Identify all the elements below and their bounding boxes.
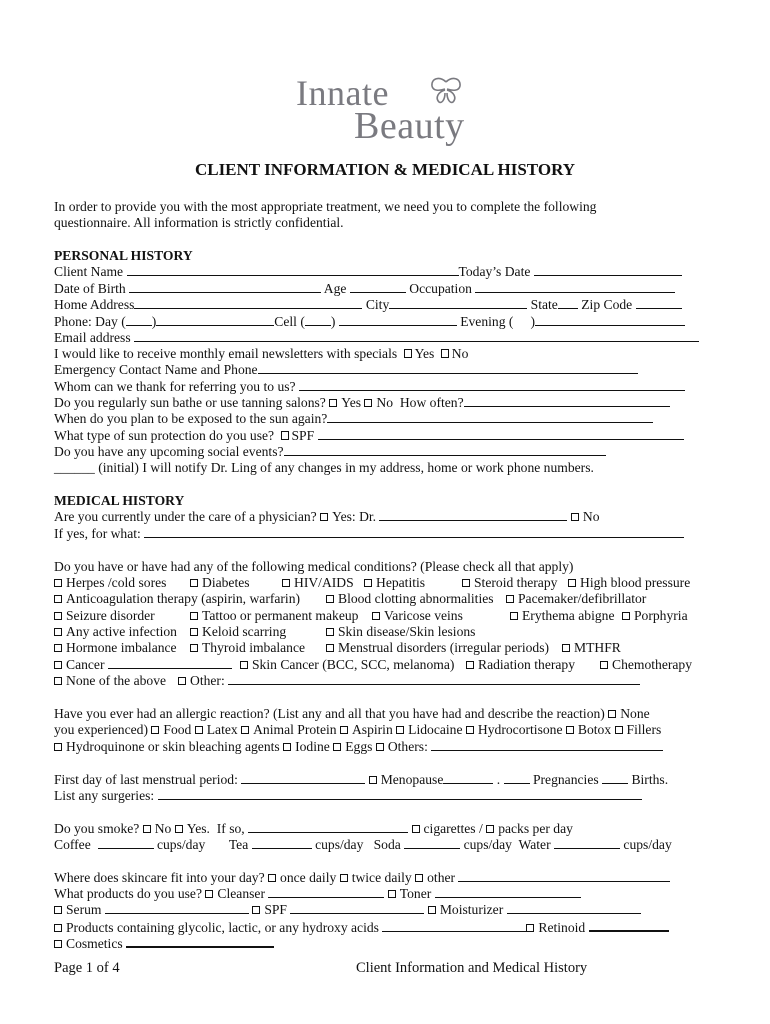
surgeries-field[interactable] [158,788,642,800]
home-address-field[interactable] [134,297,362,309]
condition-hepatitis[interactable]: Hepatitis [364,575,425,591]
zip-field[interactable] [636,297,682,309]
acids-field[interactable] [382,920,526,932]
phone-day-field[interactable] [156,314,274,326]
phone-day-label: Phone: Day ( [54,314,126,329]
newsletter-yes-label: Yes [414,346,435,361]
pregnancies-field[interactable] [504,772,530,784]
packs-label: packs per day [498,821,573,836]
initial-text: (initial) I will notify Dr. Ling of any changes in my address, home or work phone numbers. [98,460,594,475]
water-field[interactable] [554,837,620,849]
condition-pacemaker[interactable]: Pacemaker/defibrillator [506,591,646,607]
condition-thyroid[interactable]: Thyroid imbalance [190,640,305,656]
page-title: CLIENT INFORMATION & MEDICAL HISTORY [194,160,576,179]
checkbox[interactable] [190,612,198,620]
checkbox[interactable] [326,595,334,603]
emergency-label: Emergency Contact Name and Phone [54,362,258,377]
physician-yes-label: Yes: Dr. [332,509,377,524]
innate-beauty-logo [296,72,486,147]
toner-field[interactable] [435,886,581,898]
smoke-question: Do you smoke? [54,821,140,836]
smoke-no-label: No [154,821,172,836]
allergy-food-label: Food [163,722,192,737]
checkbox[interactable] [568,579,576,587]
checkbox[interactable] [462,579,470,587]
state-label: State [530,297,558,312]
spf-product-field[interactable] [290,902,424,914]
condition-porphyria[interactable]: Porphyria [622,608,688,624]
email-field[interactable] [134,330,699,342]
allergy-hydroquinone-label: Hydroquinone or skin bleaching agents [66,739,280,754]
water-label: Water [518,837,551,852]
allergy-hydrocortisone-checkbox[interactable] [466,726,474,734]
sun-when-field[interactable] [327,411,653,423]
acids-checkbox[interactable] [54,924,62,932]
allergy-hydrocortisone-label: Hydrocortisone [477,722,563,737]
checkbox[interactable] [54,612,62,620]
allergy-latex-label: Latex [206,722,238,737]
social-field[interactable] [284,444,606,456]
initial-field[interactable]: ______ [54,460,95,475]
condition-high-bp[interactable]: High blood pressure [568,575,690,591]
skincare-row [54,870,670,886]
smoke-yes-label: Yes. [186,821,210,836]
serum-checkbox[interactable] [54,906,62,914]
referral-row [54,379,685,395]
medical-history-heading: MEDICAL HISTORY [54,493,185,508]
cosmetics-checkbox[interactable] [54,940,62,948]
cleanser-label: Cleanser [217,886,265,901]
allergy-others-field[interactable] [431,739,663,751]
sun-yes-label: Yes [341,395,362,410]
allergy-latex-checkbox[interactable] [195,726,203,734]
moisturizer-checkbox[interactable] [428,906,436,914]
dob-row [54,281,675,297]
zip-label: Zip Code [581,297,633,312]
cleanser-field[interactable] [268,886,384,898]
phone-day-area-field[interactable] [126,314,152,326]
water-unit: cups/day [623,837,672,852]
spf-product-label: SPF [264,902,287,917]
condition-hormone[interactable]: Hormone imbalance [54,640,177,656]
births-label: Births. [631,772,669,787]
skincare-question: Where does skincare fit into your day? [54,870,265,885]
physician-row [54,509,600,525]
allergy-aspirin-label: Aspirin [351,722,393,737]
condition-erythema[interactable]: Erythema abigne [510,608,614,624]
allergy-none-checkbox[interactable] [608,710,616,718]
condition-diabetes[interactable]: Diabetes [190,575,250,591]
condition-keloid[interactable]: Keloid scarring [190,624,286,640]
menopause-label: Menopause [380,772,444,787]
allergy-botox-label: Botox [577,722,612,737]
condition-herpes[interactable]: Herpes /cold sores [54,575,166,591]
cell-label: Cell ( [274,314,305,329]
allergy-lidocaine-checkbox[interactable] [396,726,404,734]
condition-infection[interactable]: Any active infection [54,624,177,640]
physician-name-field[interactable] [379,509,567,521]
spf-checkbox[interactable] [281,431,289,440]
checkbox[interactable] [326,644,334,652]
smoke-row [54,821,573,837]
menopause-field[interactable] [443,772,493,784]
smoke-no-checkbox[interactable] [143,825,151,833]
client-name-field[interactable] [127,264,459,276]
allergy-eggs-label: Eggs [345,739,373,754]
phone-day-close: ) [151,314,157,329]
toner-label: Toner [399,886,432,901]
checkbox[interactable] [54,628,62,636]
allergy-none-label: None [620,706,650,721]
allergy-others-label: Others: [387,739,428,754]
condition-cancer[interactable]: Cancer [54,657,232,673]
sun-row [54,395,670,411]
emergency-field[interactable] [258,362,638,374]
serum-row [54,902,641,918]
smoke-amount-field[interactable] [248,821,408,833]
referral-field[interactable] [299,379,685,391]
other-skincare-checkbox[interactable] [415,874,423,882]
checkbox[interactable] [600,661,608,669]
condition-skin-cancer[interactable]: Skin Cancer (BCC, SCC, melanoma) [240,657,454,673]
checkbox[interactable] [190,628,198,636]
cancer-field[interactable] [108,657,232,669]
condition-tattoo[interactable]: Tattoo or permanent makeup [190,608,358,624]
cell-area-field[interactable] [305,314,331,326]
allergy-row-2 [54,722,661,738]
logo-word-innate: Innate [296,73,389,113]
surgeries-label: List any surgeries: [54,788,155,803]
newsletter-yes-checkbox[interactable] [404,349,412,358]
dob-label: Date of Birth [54,281,126,296]
page-number: Page 1 of 4 [54,960,120,976]
client-name-row [54,264,682,280]
cosmetics-row [54,935,274,952]
acids-label: Products containing glycolic, lactic, or any hydroxy acids [66,920,379,935]
social-label: Do you have any upcoming social events? [54,444,284,459]
address-row [54,297,682,313]
checkbox[interactable] [282,579,290,587]
checkbox[interactable] [372,612,380,620]
footer-document-title: Client Information and Medical History [356,960,588,976]
smoke-yes-checkbox[interactable] [175,825,183,833]
coffee-unit: cups/day [156,837,206,852]
menopause-checkbox[interactable] [369,776,377,784]
emergency-row [54,362,638,378]
checkbox[interactable] [190,644,198,652]
phone-row [54,314,685,330]
social-row [54,444,606,460]
checkbox[interactable] [466,661,474,669]
tea-label: Tea [228,837,249,852]
allergy-eggs-checkbox[interactable] [333,743,341,751]
other-skincare-label: other [427,870,456,885]
spf-product-checkbox[interactable] [252,906,260,914]
other-skincare-field[interactable] [458,870,670,882]
once-daily-checkbox[interactable] [268,874,276,882]
checkbox[interactable] [190,579,198,587]
toner-checkbox[interactable] [388,890,396,898]
checkbox[interactable] [54,595,62,603]
cosmetics-label: Cosmetics [66,936,123,951]
condition-clotting[interactable]: Blood clotting abnormalities [326,591,494,607]
allergy-animal-label: Animal Protein [253,722,337,737]
intro-line-2: questionnaire. All information is strictly confidential. [54,215,344,230]
sun-no-checkbox[interactable] [364,399,372,407]
allergy-aspirin-checkbox[interactable] [340,726,348,734]
menstrual-field[interactable] [241,772,365,784]
how-often-field[interactable] [464,395,670,407]
sun-when-label: When do you plan to be exposed to the sun again? [54,411,328,426]
checkbox[interactable] [364,579,372,587]
condition-seizure[interactable]: Seizure disorder [54,608,155,624]
age-field[interactable] [350,281,406,293]
packs-checkbox[interactable] [486,825,494,833]
physician-no-checkbox[interactable] [571,513,579,521]
allergy-fillers-checkbox[interactable] [615,726,623,734]
surgeries-row [54,788,642,804]
dob-field[interactable] [129,281,321,293]
checkbox[interactable] [240,661,248,669]
cell-field[interactable] [339,314,457,326]
condition-steroid[interactable]: Steroid therapy [462,575,557,591]
allergy-row-3 [54,739,663,755]
if-so-label: If so, [216,821,245,836]
twice-daily-checkbox[interactable] [340,874,348,882]
newsletter-label: I would like to receive monthly email newsletters with specials [54,346,398,361]
spf-label: SPF [291,428,315,443]
city-label: City [365,297,390,312]
cosmetics-field[interactable] [126,935,274,948]
cleanser-checkbox[interactable] [205,890,213,898]
checkbox[interactable] [54,579,62,587]
retinoid-label: Retinoid [538,920,586,935]
products-row [54,886,581,902]
evening-label: Evening ( [460,314,514,329]
tea-field[interactable] [252,837,312,849]
newsletter-no-label: No [451,346,469,361]
pregnancies-label: Pregnancies [532,772,599,787]
email-row [54,330,699,346]
checkbox[interactable] [326,628,334,636]
allergy-others-checkbox[interactable] [376,743,384,751]
soda-label: Soda [373,837,401,852]
checkbox[interactable] [54,644,62,652]
condition-chemo[interactable]: Chemotherapy [600,657,692,673]
condition-none[interactable]: None of the above [54,673,166,689]
condition-anticoag[interactable]: Anticoagulation therapy (aspirin, warfarin) [54,591,300,607]
sun-question: Do you regularly sun bathe or use tanning salons? [54,395,326,410]
checkbox[interactable] [506,595,514,603]
coffee-label: Coffee [54,837,91,852]
if-yes-field[interactable] [144,526,684,538]
checkbox[interactable] [54,661,62,669]
condition-radiation[interactable]: Radiation therapy [466,657,575,673]
allergy-lidocaine-label: Lidocaine [408,722,463,737]
allergy-botox-checkbox[interactable] [566,726,574,734]
cell-close: ) [330,314,336,329]
physician-question: Are you currently under the care of a physician? [54,509,317,524]
how-often-label: How often? [399,395,464,410]
checkbox[interactable] [510,612,518,620]
checkbox[interactable] [54,677,62,685]
once-daily-label: once daily [280,870,337,885]
conditions-question: Do you have or have had any of the following medical conditions? (Please check all that apply) [54,559,574,574]
soda-unit: cups/day [463,837,512,852]
occupation-field[interactable] [475,281,675,293]
sun-protection-field[interactable] [318,428,684,440]
condition-varicose[interactable]: Varicose veins [372,608,463,624]
allergy-row-1 [54,706,650,722]
sun-when-row [54,411,653,427]
condition-menstrual[interactable]: Menstrual disorders (irregular periods) [326,640,549,656]
home-address-label: Home Address [54,297,135,312]
initial-row [54,460,594,476]
products-question: What products do you use? [54,886,202,901]
physician-no-label: No [582,509,600,524]
todays-date-field[interactable] [534,264,682,276]
if-yes-row [54,526,684,542]
logo-word-beauty: Beauty [354,105,465,147]
checkbox[interactable] [178,677,186,685]
age-label: Age [323,281,347,296]
email-label: Email address [54,330,131,345]
condition-skin-disease[interactable]: Skin disease/Skin lesions [326,624,475,640]
condition-hiv[interactable]: HIV/AIDS [282,575,354,591]
newsletter-no-checkbox[interactable] [441,349,449,358]
city-field[interactable] [389,297,527,309]
client-name-label: Client Name [54,264,124,279]
condition-other[interactable]: Other: [178,673,640,689]
personal-history-heading: PERSONAL HISTORY [54,248,193,263]
newsletter-row [54,346,468,362]
physician-yes-checkbox[interactable] [320,513,328,521]
beverages-row [54,837,672,853]
moisturizer-label: Moisturizer [439,902,504,917]
sun-yes-checkbox[interactable] [329,399,337,407]
allergy-animal-checkbox[interactable] [241,726,249,734]
todays-date-label: Today’s Date [458,264,531,279]
menstrual-label: First day of last menstrual period: [54,772,238,787]
referral-label: Whom can we thank for referring you to us? [54,379,296,394]
condition-mthfr[interactable]: MTHFR [562,640,621,656]
allergy-iodine-label: Iodine [295,739,330,754]
allergy-question: Have you ever had an allergic reaction? (List any and all that you have had and describe the reaction) [54,706,605,721]
cigarettes-checkbox[interactable] [412,825,420,833]
if-yes-label: If yes, for what: [54,526,141,541]
checkbox[interactable] [562,644,570,652]
cigarettes-label: cigarettes / [423,821,483,836]
twice-daily-label: twice daily [351,870,412,885]
intro-line-1: In order to provide you with the most appropriate treatment, we need you to complete the following [54,199,597,214]
checkbox[interactable] [622,612,630,620]
evening-field[interactable] [535,314,685,326]
sun-protection-label: What type of sun protection do you use? [54,428,275,443]
coffee-field[interactable] [98,837,154,849]
allergy-iodine-checkbox[interactable] [283,743,291,751]
retinoid-field[interactable] [589,919,669,932]
evening-close: ) [530,314,535,329]
occupation-label: Occupation [409,281,472,296]
allergy-food-checkbox[interactable] [151,726,159,734]
allergy-fillers-label: Fillers [626,722,662,737]
allergy-hydroquinone-checkbox[interactable] [54,743,62,751]
menstrual-row: First day of last menstrual period: Menopause . Pregnancies Births. [54,772,669,787]
sun-protection-row [54,428,684,444]
sun-no-label: No [376,395,394,410]
allergy-prefix: you experienced) [54,722,148,737]
retinoid-checkbox[interactable] [526,924,534,932]
soda-field[interactable] [404,837,460,849]
tea-unit: cups/day [315,837,364,852]
serum-label: Serum [66,902,102,917]
acids-row [54,919,669,936]
state-field[interactable] [558,297,578,309]
births-field[interactable] [602,772,628,784]
moisturizer-field[interactable] [507,902,641,914]
serum-field[interactable] [105,902,249,914]
other-field[interactable] [228,673,640,685]
